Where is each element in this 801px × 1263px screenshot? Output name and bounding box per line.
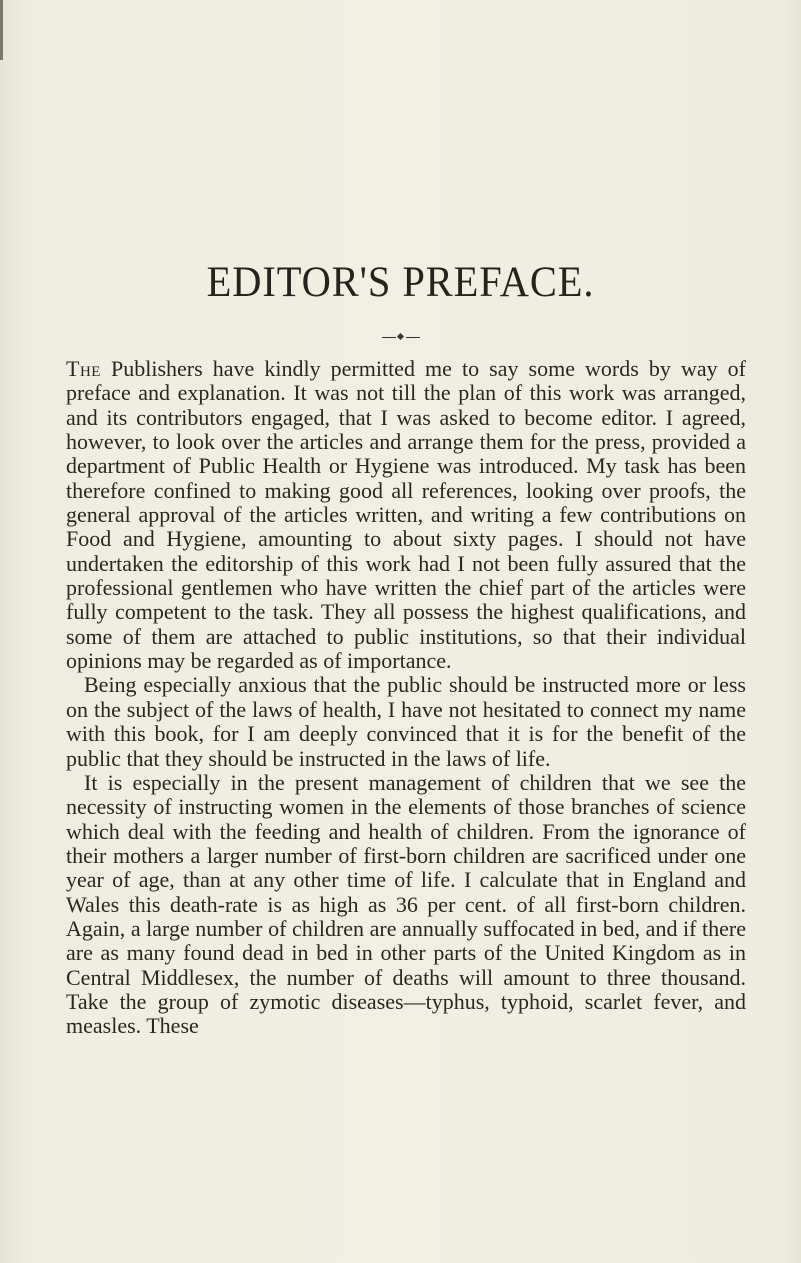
page-title: EDITOR'S PREFACE.	[206, 259, 595, 306]
paragraph-1	[66, 357, 746, 673]
page-edge-mark	[0, 0, 3, 60]
ornament-diamond-icon	[397, 333, 404, 340]
ornament-rule-right	[406, 337, 420, 338]
paragraph-2: Being especially anxious that the public should be instructed more or less on the subject of the laws of health, I have not hesitated to connect my name with this book, for I am deeply convinced that it is for the benefit of the public that they should be instructed in the laws of life.	[66, 672, 746, 771]
paragraph-1-lead-word: The	[66, 356, 101, 381]
ornament-rule-left	[382, 337, 396, 338]
paragraph-1-text: Publishers have kindly permitted me to say some words by way of preface and explanation. It was not till the plan of this work was arranged, and its contributors engaged, that I was asked to become editor. I agreed, however, to look over the articles and arrange them for the press, provided a department of Public Health or Hygiene was introduced. My task has been therefore confined to making good all references, looking over proofs, the general approval of the articles written, and writing a few contributions on Food and Hygiene, amounting to about sixty pages. I should not have undertaken the editorship of this work had I not been fully assured that the professional gentlemen who have written the chief part of the articles were fully competent to the task. They all possess the highest qualifications, and some of them are attached to public institutions, so that their individual opinions may be regarded as of importance.	[66, 356, 746, 674]
paragraph-3: It is especially in the present management of children that we see the necessity of instructing women in the elements of those branches of science which deal with the feeding and health of children. From the ignorance of their mothers a larger number of first-born children are sacrificed under one year of age, than at any other time of life. I calculate that in England and Wales this death-rate is as high as 36 per cent. of all first-born children. Again, a large number of children are annually suffocated in bed, and if there are as many found dead in bed in other parts of the United Kingdom as in Central Middlesex, the number of deaths will amount to three thousand. Take the group of zymotic diseases—typhus, typhoid, scarlet fever, and measles. These	[66, 769, 746, 1039]
title-ornament	[382, 333, 420, 343]
preface-body	[66, 357, 746, 1039]
